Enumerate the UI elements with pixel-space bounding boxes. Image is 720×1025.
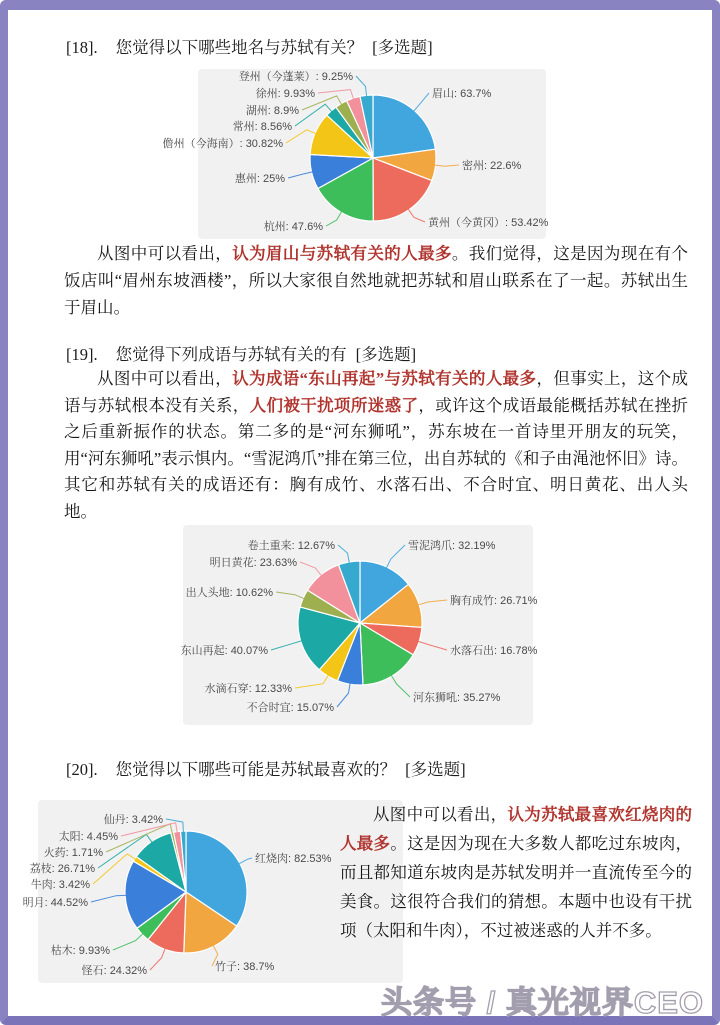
label-connector-line — [337, 682, 350, 707]
question-18-number: [18]. — [66, 38, 98, 57]
slice-label: 登州（今蓬莱）: 9.25% — [238, 71, 353, 83]
question-19-type-tag: [多选题] — [355, 345, 417, 364]
slice-label: 水落石出: 16.78% — [450, 645, 538, 657]
slice-label: 明月: 44.52% — [22, 897, 88, 909]
slice-label: 黄州（今黄冈）: 53.42% — [428, 217, 549, 229]
slice-label: 明日黄花: 23.63% — [209, 557, 297, 569]
body-text: 从图中可以看出， — [97, 369, 233, 388]
question-20-type-tag: [多选题] — [405, 760, 466, 779]
label-connector-line — [434, 165, 459, 166]
slice-label: 出人头地: 10.62% — [185, 587, 273, 599]
question-19-text: 您觉得下列成语与苏轼有关的有 — [115, 345, 347, 364]
label-connector-line — [295, 674, 329, 688]
slice-label: 太阳: 4.45% — [58, 831, 118, 843]
analysis-paragraph-q20 — [340, 800, 692, 945]
label-connector-line — [276, 592, 305, 599]
label-connector-line — [91, 895, 127, 902]
label-connector-line — [417, 641, 447, 650]
slice-label: 荔枝: 26.71% — [29, 863, 95, 875]
label-connector-line — [318, 90, 354, 101]
pie-chart-su-shi-idioms — [180, 525, 538, 725]
slice-label: 不合时宜: 15.07% — [246, 702, 334, 714]
pie-svg — [180, 525, 538, 725]
slice-label: 胸有成竹: 26.71% — [450, 595, 538, 607]
body-text: 。我们觉得，这是因为现在有个饭店叫“眉州东坡酒楼”，所以大家很自然地就把苏轼和眉山联系在了一起。苏轼出生于眉山。 — [64, 244, 689, 317]
question-18 — [66, 34, 433, 58]
label-connector-line — [326, 211, 342, 226]
question-20-text: 您觉得以下哪些可能是苏轼最喜欢的？ — [115, 760, 397, 779]
label-connector-line — [413, 93, 429, 112]
body-text: ，但事实上，这个成语与苏轼根本没有关系， — [64, 369, 689, 415]
label-connector-line — [386, 545, 405, 569]
slice-label: 眉山: 63.7% — [432, 88, 492, 100]
slice-label: 火药: 1.71% — [43, 847, 103, 859]
slice-label: 密州: 22.6% — [462, 160, 522, 172]
slice-label: 东山再起: 40.07% — [180, 645, 268, 657]
label-connector-line — [150, 947, 166, 970]
slice-label: 常州: 8.56% — [232, 121, 292, 133]
label-connector-line — [338, 545, 350, 564]
label-connector-line — [238, 858, 252, 864]
question-19-number: [19]. — [66, 345, 98, 364]
slice-label: 仙丹: 3.42% — [103, 814, 163, 826]
label-connector-line — [288, 172, 314, 178]
label-connector-line — [391, 675, 410, 698]
highlighted-text: 人们被干扰项所迷惑了 — [249, 395, 419, 415]
body-text: 从图中可以看出， — [373, 805, 508, 824]
slice-label: 水滴石穿: 12.33% — [204, 683, 292, 695]
slice-label: 惠州: 25% — [234, 173, 285, 185]
question-18-type-tag: [多选题] — [372, 38, 433, 57]
pie-chart-su-shi-places — [162, 69, 549, 239]
slice-label: 雪泥鸿爪: 32.19% — [408, 540, 496, 552]
pie-svg — [162, 69, 549, 239]
slice-label: 怪石: 24.32% — [81, 965, 147, 977]
label-connector-line — [300, 562, 322, 576]
slice-label: 杭州: 47.6% — [263, 221, 323, 233]
label-connector-line — [408, 208, 425, 222]
question-18-text: 您觉得以下哪些地名与苏轼有关？ — [115, 38, 364, 57]
slice-label: 湖州: 8.9% — [245, 105, 299, 117]
label-connector-line — [417, 600, 447, 605]
slice-label: 卷土重来: 12.67% — [247, 540, 335, 552]
slice-label: 枯木: 9.93% — [50, 945, 110, 957]
question-20 — [66, 756, 466, 780]
highlighted-text: 认为眉山与苏轼有关的人最多 — [232, 244, 452, 263]
slice-label: 牛肉: 3.42% — [30, 879, 90, 891]
slice-label: 红烧肉: 82.53% — [255, 853, 332, 865]
slice-label: 儋州（今海南）: 30.82% — [162, 138, 283, 150]
body-text: ，或许这个成语最能概括苏轼在挫折之后重新振作的状态。第二多的是“河东狮吼”，苏东坡在一首诗里开朋友的玩笑，用“河东狮吼”表示惧内。“雪泥鸿爪”排在第三位，出自苏轼的《和子由渑池怀旧》诗。其它和苏轼有关的成语还有：胸有成竹、水落石出、不合时宜、明日黄花、出人头地。 — [64, 395, 688, 521]
watermark-byline: 头条号 / 真光视界CEO — [380, 985, 704, 1020]
pie-slice — [373, 95, 435, 158]
body-text: 从图中可以看出， — [97, 244, 233, 263]
analysis-paragraph-q19 — [64, 366, 688, 525]
label-connector-line — [271, 641, 303, 651]
slice-label: 竹子: 38.7% — [215, 961, 275, 973]
question-20-number: [20]. — [66, 760, 98, 779]
highlighted-text: 认为成语“东山再起”与苏轼有关的人最多 — [232, 369, 537, 388]
slice-label: 河东狮吼: 35.27% — [413, 692, 501, 704]
label-connector-line — [356, 76, 367, 97]
slice-label: 徐州: 9.93% — [255, 88, 315, 100]
question-19 — [66, 341, 416, 365]
analysis-paragraph-q18 — [64, 240, 688, 321]
highlighted-text: 认为苏轼最喜欢红烧肉的人最多 — [340, 805, 693, 853]
body-text: 。这是因为现在大多数人都吃过东坡肉，而且都知道东坡肉是苏轼发明并一直流传至今的美食。这很符合我们的猜想。本题中也设有干扰项（太阳和牛肉），不过被迷惑的人并不多。 — [340, 834, 693, 940]
label-connector-line — [113, 933, 144, 950]
